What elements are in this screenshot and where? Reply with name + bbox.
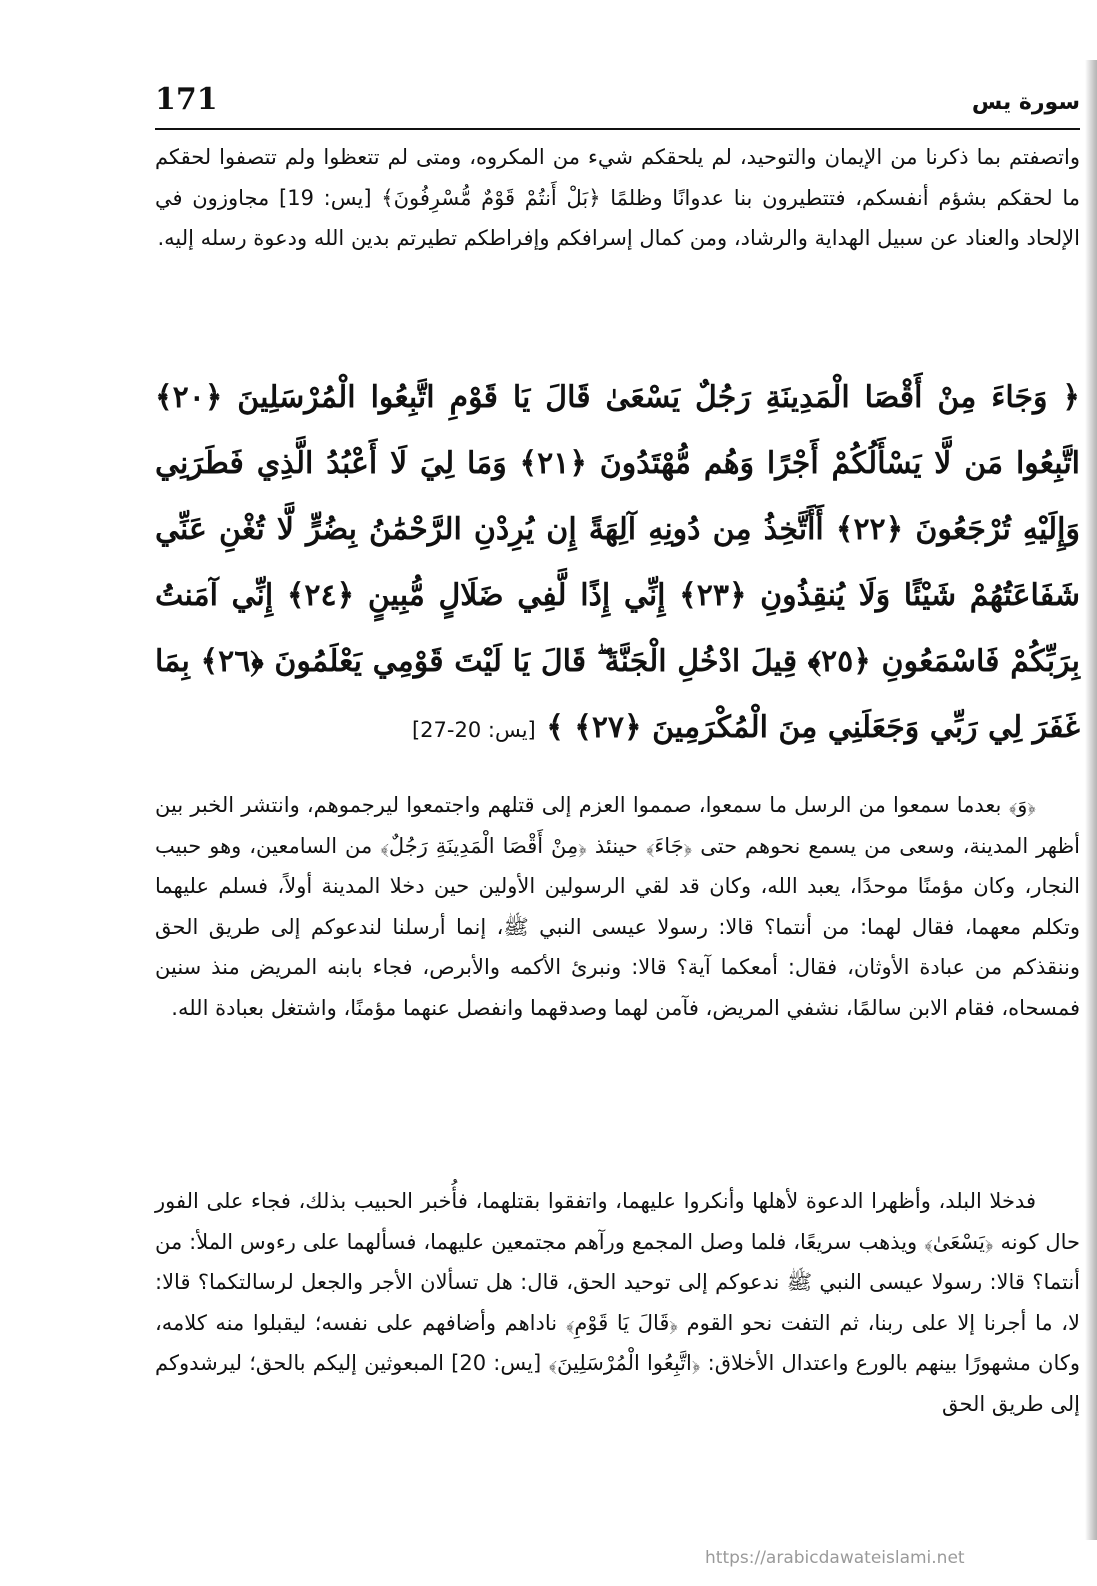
- surah-title: سورة يس: [971, 90, 1080, 115]
- commentary-paragraph-1: ﴿وَ﴾ بعدما سمعوا من الرسل ما سمعوا، صمموا العزم إلى قتلهم واجتمعوا ليرجموهم، وانتشر الخبر بين أظهر المدينة، وسعى من يسمع نحوهم حتى ﴿جَاءَ﴾ حينئذ ﴿مِنْ أَقْصَا الْمَدِينَةِ رَجُلٌ﴾ من السامعين، وهو حبيب النجار، وكان مؤمنًا موحدًا، يعبد الله، وكان قد لقي الرسولين الأولين حين دخلا المدينة أولاً، فسلم عليهما وتكلم معهما، فقال لهما: من أنتما؟ قالا: رسولا عيسى النبي ﷺ، إنما أرسلنا لندعوكم إلى طريق الحق وننقذكم من عبادة الأوثان، فقال: أمعكما آية؟ قالا: ونبرئ الأكمه والأبرص، فجاء بابنه المريض منذ سنين فمسحاه، فقام الابن سالمًا، نشفي المريض، فآمن لهما وصدقهما وانفصل عنهما مؤمنًا، واشتغل بعبادة الله.: [155, 793, 1080, 1020]
- quran-verses-text: ﴿ وَجَاءَ مِنْ أَقْصَا الْمَدِينَةِ رَجُلٌ يَسْعَىٰ قَالَ يَا قَوْمِ اتَّبِعُوا الْمُرْسَلِينَ ﴿٢٠﴾ اتَّبِعُوا مَن لَّا يَسْأَلُكُمْ أَجْرًا وَهُم مُّهْتَدُونَ ﴿٢١﴾ وَمَا لِيَ لَا أَعْبُدُ الَّذِي فَطَرَنِي وَإِلَيْهِ تُرْجَعُونَ ﴿٢٢﴾ أَأَتَّخِذُ مِن دُونِهِ آلِهَةً إِن يُرِدْنِ الرَّحْمَٰنُ بِضُرٍّ لَّا تُغْنِ عَنِّي شَفَاعَتُهُمْ شَيْئًا وَلَا يُنقِذُونِ ﴿٢٣﴾ إِنِّي إِذًا لَّفِي ضَلَالٍ مُّبِينٍ ﴿٢٤﴾ إِنِّي آمَنتُ بِرَبِّكُمْ فَاسْمَعُونِ ﴿٢٥﴾ قِيلَ ادْخُلِ الْجَنَّةَ ۖ قَالَ يَا لَيْتَ قَوْمِي يَعْلَمُونَ ﴿٢٦﴾ بِمَا غَفَرَ لِي رَبِّي وَجَعَلَنِي مِنَ الْمُكْرَمِينَ ﴿٢٧﴾ ﴾: [155, 380, 1081, 745]
- page-number: 171: [155, 82, 218, 117]
- scan-edge-shadow: [1083, 60, 1097, 1540]
- watermark-url: https://arabicdawateislami.net: [705, 1548, 965, 1568]
- commentary-paragraph-2: فدخلا البلد، وأظهرا الدعوة لأهلها وأنكروا عليهما، واتفقوا بقتلهما، فأُخبر الحبيب بذلك، فجاء على الفور حال كونه ﴿يَسْعَىٰ﴾ ويذهب سريعًا، فلما وصل المجمع ورآهم مجتمعين عليهما، فسألهما على رءوس الملأ: من أنتما؟ قالا: رسولا عيسى النبي ﷺ ندعوكم إلى توحيد الحق، قال: هل تسألان الأجر والجعل لرسالتكما؟ قالا: لا، ما أجرنا إلا على ربنا، ثم التفت نحو القوم ﴿قَالَ يَا قَوْمِ﴾ ناداهم وأضافهم على نفسه؛ ليقبلوا منه كلامه، وكان مشهورًا بينهم بالورع واعتدال الأخلاق: ﴿اتَّبِعُوا الْمُرْسَلِينَ﴾ [يس: 20] المبعوثين إليكم بالحق؛ ليرشدوكم إلى طريق الحق: [155, 1189, 1080, 1416]
- intro-paragraph: واتصفتم بما ذكرنا من الإيمان والتوحيد، لم يلحقكم شيء من المكروه، ومتى لم تتعظوا ولم تتصفوا لحقكم ما لحقكم بشؤم أنفسكم، فتتطيرون بنا عدوانًا وظلمًا ﴿بَلْ أَنتُمْ قَوْمٌ مُّسْرِفُونَ﴾ [يس: 19] مجاوزون في الإلحاد والعناد عن سبيل الهداية والرشاد، ومن كمال إسرافكم وإفراطكم تطيرتم بدين الله ودعوة رسله إليه.: [155, 145, 1080, 250]
- verse-reference: [يس: 20-27]: [411, 718, 536, 742]
- page-header: [155, 80, 1080, 130]
- quran-verses-block: [155, 365, 1080, 763]
